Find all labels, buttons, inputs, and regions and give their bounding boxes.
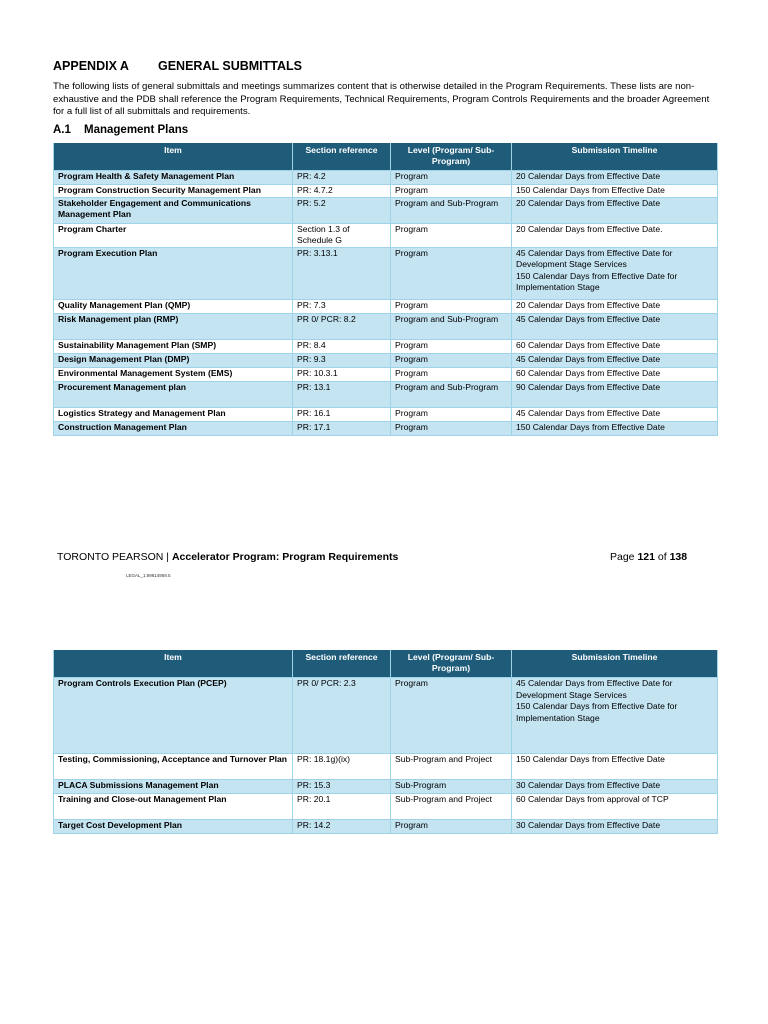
cell-level: Program (391, 299, 512, 313)
table-row (54, 299, 718, 313)
table-row (54, 794, 718, 820)
cell-submission-timeline: 90 Calendar Days from Effective Date (512, 381, 718, 407)
cell-submission-timeline: 20 Calendar Days from Effective Date. (512, 223, 718, 247)
table-row (54, 197, 718, 223)
cell-section-reference: PR: 10.3.1 (293, 367, 391, 381)
cell-level: Program (391, 185, 512, 198)
cell-level: Program (391, 171, 512, 185)
cell-item: Training and Close-out Management Plan (54, 794, 293, 820)
cell-item: Stakeholder Engagement and Communications Management Plan (54, 197, 293, 223)
page-total: 138 (669, 551, 688, 563)
section-title: Management Plans (84, 124, 189, 136)
column-header-level: Level (Program/ Sub-Program) (391, 143, 512, 171)
cell-submission-timeline: 45 Calendar Days from Effective Date (512, 313, 718, 339)
cell-level: Program and Sub-Program (391, 197, 512, 223)
table-row (54, 754, 718, 780)
cell-submission-timeline: 45 Calendar Days from Effective Date for Development Stage Services 150 Calendar Days from Effective Date for Implementation Stage (512, 678, 718, 754)
table-row (54, 171, 718, 185)
cell-item: Program Construction Security Management Plan (54, 185, 293, 198)
column-header-level: Level (Program/ Sub-Program) (391, 650, 512, 678)
appendix-label: APPENDIX A (53, 59, 129, 73)
document-reference: LEGAL_1:89814959.5 (126, 573, 171, 578)
page-prefix: Page (610, 551, 638, 563)
cell-submission-timeline: 150 Calendar Days from Effective Date (512, 421, 718, 435)
cell-item: Program Controls Execution Plan (PCEP) (54, 678, 293, 754)
table-row (54, 780, 718, 794)
cell-section-reference: PR: 15.3 (293, 780, 391, 794)
cell-level: Program (391, 678, 512, 754)
column-header-item: Item (54, 143, 293, 171)
cell-item: Risk Management plan (RMP) (54, 313, 293, 339)
cell-item: Design Management Plan (DMP) (54, 353, 293, 367)
cell-item: Program Execution Plan (54, 247, 293, 299)
cell-level: Sub-Program (391, 780, 512, 794)
cell-submission-timeline: 30 Calendar Days from Effective Date (512, 820, 718, 834)
cell-level: Program (391, 407, 512, 421)
table-row (54, 381, 718, 407)
table-row (54, 223, 718, 247)
cell-submission-timeline: 20 Calendar Days from Effective Date (512, 171, 718, 185)
table-row (54, 353, 718, 367)
cell-section-reference: PR 0/ PCR: 8.2 (293, 313, 391, 339)
cell-section-reference: PR: 18.1g)(ix) (293, 754, 391, 780)
page-number (610, 551, 687, 563)
appendix-heading (53, 59, 302, 73)
table-row (54, 339, 718, 353)
column-header-item: Item (54, 650, 293, 678)
cell-item: Construction Management Plan (54, 421, 293, 435)
cell-submission-timeline: 150 Calendar Days from Effective Date (512, 185, 718, 198)
cell-section-reference: PR: 14.2 (293, 820, 391, 834)
cell-level: Program (391, 820, 512, 834)
column-header-submission-timeline: Submission Timeline (512, 650, 718, 678)
cell-section-reference: PR: 8.4 (293, 339, 391, 353)
page-current: 121 (637, 551, 655, 563)
cell-section-reference: PR: 5.2 (293, 197, 391, 223)
cell-item: Testing, Commissioning, Acceptance and Turnover Plan (54, 754, 293, 780)
management-plans-table-continued (53, 650, 718, 834)
footer-doc-title: Accelerator Program: Program Requirements (171, 551, 399, 563)
column-header-section-reference: Section reference (293, 650, 391, 678)
cell-level: Program (391, 421, 512, 435)
appendix-title: GENERAL SUBMITTALS (158, 59, 302, 73)
cell-section-reference: PR: 16.1 (293, 407, 391, 421)
intro-paragraph: The following lists of general submittals and meetings summarizes content that is otherwise detailed in the Program Requirements. These lists are non-exhaustive and the PDB shall reference the Program Requirements, Technical Requirements, Program Controls Requirements and the broader Agreement for a full list of all submittals and requirements. (53, 81, 710, 117)
cell-submission-timeline: 45 Calendar Days from Effective Date (512, 407, 718, 421)
section-number: A.1 (53, 124, 71, 136)
table-row (54, 421, 718, 435)
table-row (54, 407, 718, 421)
cell-submission-timeline: 60 Calendar Days from approval of TCP (512, 794, 718, 820)
footer-org: TORONTO PEARSON (57, 551, 164, 563)
cell-submission-timeline: 20 Calendar Days from Effective Date (512, 197, 718, 223)
cell-submission-timeline: 45 Calendar Days from Effective Date (512, 353, 718, 367)
column-header-submission-timeline: Submission Timeline (512, 143, 718, 171)
page-of: of (654, 551, 670, 563)
cell-item: Program Charter (54, 223, 293, 247)
cell-item: Environmental Management System (EMS) (54, 367, 293, 381)
cell-level: Program (391, 339, 512, 353)
table-row (54, 185, 718, 198)
cell-item: Program Health & Safety Management Plan (54, 171, 293, 185)
cell-submission-timeline: 150 Calendar Days from Effective Date (512, 754, 718, 780)
cell-item: PLACA Submissions Management Plan (54, 780, 293, 794)
cell-section-reference: PR: 4.7.2 (293, 185, 391, 198)
cell-submission-timeline: 45 Calendar Days from Effective Date for Development Stage Services 150 Calendar Days from Effective Date for Implementation Stage (512, 247, 718, 299)
cell-level: Sub-Program and Project (391, 794, 512, 820)
cell-section-reference: PR: 9.3 (293, 353, 391, 367)
table-row (54, 678, 718, 754)
cell-level: Program (391, 247, 512, 299)
table-row (54, 820, 718, 834)
table-body (54, 171, 718, 436)
cell-item: Quality Management Plan (QMP) (54, 299, 293, 313)
cell-section-reference: PR: 17.1 (293, 421, 391, 435)
cell-item: Sustainability Management Plan (SMP) (54, 339, 293, 353)
cell-section-reference: PR 0/ PCR: 2.3 (293, 678, 391, 754)
cell-submission-timeline: 30 Calendar Days from Effective Date (512, 780, 718, 794)
footer-separator: | (163, 551, 172, 563)
table-header-row (54, 650, 718, 678)
table-row (54, 313, 718, 339)
cell-level: Program (391, 223, 512, 247)
cell-section-reference: Section 1.3 of Schedule G (293, 223, 391, 247)
cell-item: Target Cost Development Plan (54, 820, 293, 834)
cell-section-reference: PR: 4.2 (293, 171, 391, 185)
table-row (54, 367, 718, 381)
section-heading (53, 124, 188, 136)
cell-section-reference: PR: 3.13.1 (293, 247, 391, 299)
cell-submission-timeline: 20 Calendar Days from Effective Date (512, 299, 718, 313)
cell-section-reference: PR: 13.1 (293, 381, 391, 407)
cell-level: Program and Sub-Program (391, 313, 512, 339)
management-plans-table (53, 143, 718, 436)
cell-submission-timeline: 60 Calendar Days from Effective Date (512, 339, 718, 353)
cell-section-reference: PR: 20.1 (293, 794, 391, 820)
cell-item: Procurement Management plan (54, 381, 293, 407)
column-header-section-reference: Section reference (293, 143, 391, 171)
cell-submission-timeline: 60 Calendar Days from Effective Date (512, 367, 718, 381)
cell-level: Sub-Program and Project (391, 754, 512, 780)
table-body (54, 678, 718, 834)
table-row (54, 247, 718, 299)
cell-section-reference: PR: 7.3 (293, 299, 391, 313)
table-header-row (54, 143, 718, 171)
page-footer (57, 551, 398, 563)
cell-item: Logistics Strategy and Management Plan (54, 407, 293, 421)
cell-level: Program (391, 353, 512, 367)
cell-level: Program and Sub-Program (391, 381, 512, 407)
cell-level: Program (391, 367, 512, 381)
